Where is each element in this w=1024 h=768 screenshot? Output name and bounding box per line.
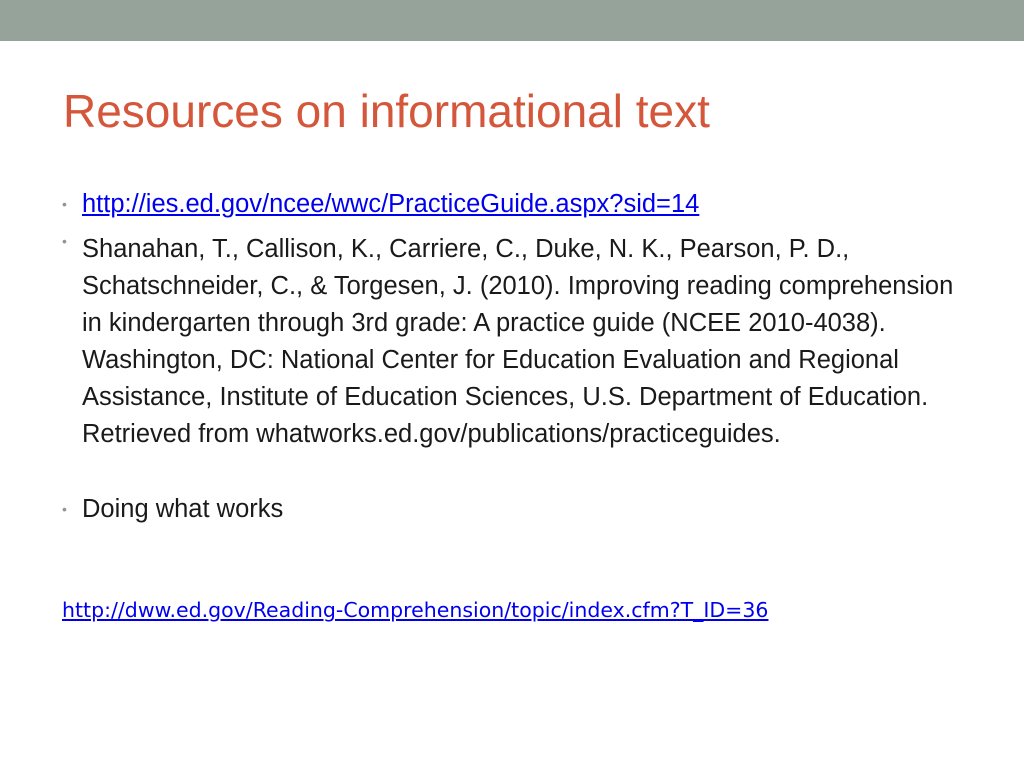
bullet-item-practice-guide-link bbox=[62, 186, 962, 223]
slide-content bbox=[62, 186, 962, 528]
bullet-item-doing-what-works bbox=[62, 491, 962, 528]
bullet-dot-icon: • bbox=[62, 233, 67, 249]
doing-what-works-text: Doing what works bbox=[82, 495, 284, 523]
bullet-dot-icon: • bbox=[62, 196, 67, 212]
slide-title: Resources on informational text bbox=[63, 85, 710, 137]
practice-guide-link[interactable]: http://ies.ed.gov/ncee/wwc/PracticeGuide.aspx?sid=14 bbox=[82, 190, 700, 218]
spacer bbox=[62, 453, 962, 491]
citation-text: Shanahan, T., Callison, K., Carriere, C., Duke, N. K., Pearson, P. D., Schatschneider, C., & Torgesen, J. (2010). Improving reading comprehension in kindergarten through 3rd grade: A practice guide (NCEE 2010-4038). Washington, DC: National Center for Education Evaluation and Regional Assistance, Institute of Education Sciences, U.S. Department of Education. Retrieved from whatworks.ed.gov/publications/practiceguides. bbox=[82, 235, 954, 448]
dww-reading-comprehension-link[interactable]: http://dww.ed.gov/Reading-Comprehension/topic/index.cfm?T_ID=36 bbox=[62, 598, 769, 622]
bullet-dot-icon: • bbox=[62, 501, 67, 517]
top-accent-bar bbox=[0, 0, 1024, 41]
bullet-item-citation bbox=[62, 223, 962, 453]
